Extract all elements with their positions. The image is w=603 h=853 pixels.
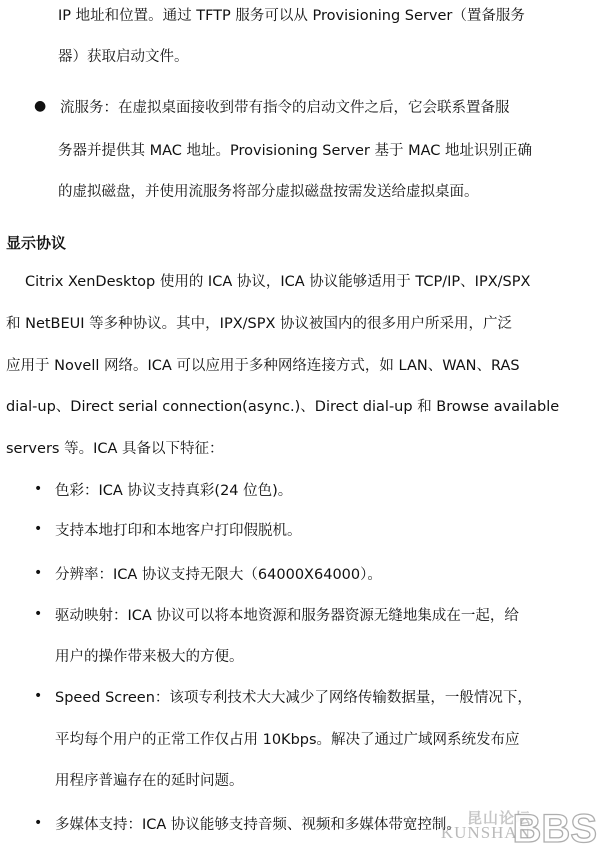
bullet-icon: • [34,815,43,831]
watermark-bottom-text: KUNSHAN [440,823,531,842]
feature-speed-line-2: 平均每个用户的正常工作仅占用 10Kbps。解决了通过广域网系统发布应 [55,732,520,748]
feature-driver-line-2: 用户的操作带来极大的方便。 [55,649,244,665]
feature-driver-line-1: 驱动映射：ICA 协议可以将本地资源和服务器资源无缝地集成在一起，给 [55,608,519,624]
streaming-line-2: 务器并提供其 MAC 地址。Provisioning Server 基于 MAC 地址识别正确 [58,143,532,159]
paragraph-line-5: servers 等。ICA 具备以下特征： [6,441,224,457]
watermark-big-text: BBS [512,807,597,851]
watermark-top-text: 昆山论坛 [467,809,532,827]
bullet-icon: • [34,688,43,704]
bullet-icon: • [34,606,43,622]
streaming-line-3: 的虚拟磁盘，并使用流服务将部分虚拟磁盘按需发送给虚拟桌面。 [58,184,479,200]
paragraph-line-1: Citrix XenDesktop 使用的 ICA 协议，ICA 协议能够适用于 TCP/IP、IPX/SPX [25,274,531,290]
bullet-icon: • [34,481,43,497]
bullet-icon: • [34,521,43,537]
intro-line-1: IP 地址和位置。通过 TFTP 服务可以从 Provisioning Server（置备服务 [58,8,525,24]
paragraph-line-3: 应用于 Novell 网络。ICA 可以应用于多种网络连接方式，如 LAN、WAN、RAS [6,358,520,374]
intro-line-2: 器）获取启动文件。 [58,49,189,65]
feature-resolution: 分辨率：ICA 协议支持无限大（64000X64000）。 [55,567,382,583]
feature-speed-line-1: Speed Screen：该项专利技术大大减少了网络传输数据量，一般情况下， [55,690,532,706]
feature-multimedia: 多媒体支持：ICA 协议能够支持音频、视频和多媒体带宽控制。 [55,817,461,833]
feature-printing: 支持本地打印和本地客户打印假脱机。 [55,523,302,539]
watermark-logo [440,807,597,851]
paragraph-line-2: 和 NetBEUI 等多种协议。其中，IPX/SPX 协议被国内的很多用户所采用，广泛 [6,316,512,332]
paragraph-line-4: dial-up、Direct serial connection(async.)、Direct dial-up 和 Browse available [6,399,560,415]
section-heading: 显示协议 [6,234,67,252]
bullet-icon: ● [34,98,47,114]
feature-speed-line-3: 用程序普遍存在的延时问题。 [55,773,244,789]
bullet-icon: • [34,565,43,581]
streaming-line-1: 流服务：在虚拟桌面接收到带有指令的启动文件之后，它会联系置备服 [60,100,510,116]
feature-color: 色彩：ICA 协议支持真彩(24 位色)。 [55,483,293,499]
